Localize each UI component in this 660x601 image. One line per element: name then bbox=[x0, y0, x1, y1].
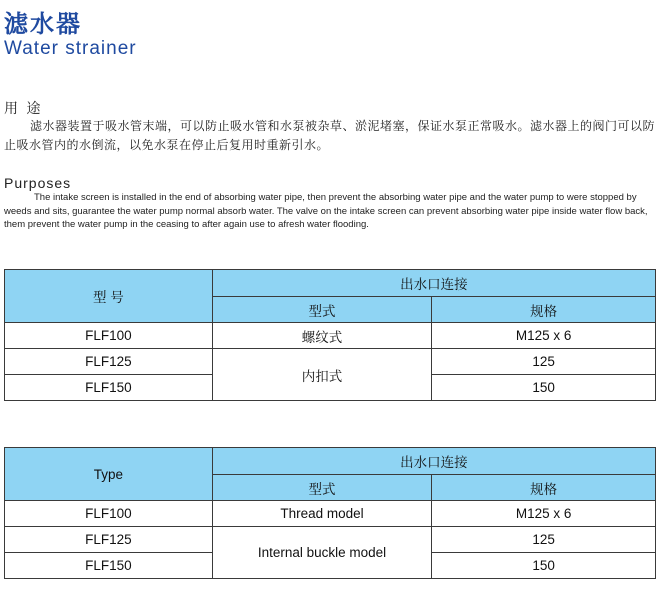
cell-model: FLF125 bbox=[5, 349, 213, 375]
cell-spec: 125 bbox=[432, 349, 656, 375]
cell-model: FLF100 bbox=[5, 501, 213, 527]
spec-table-cn bbox=[4, 269, 656, 401]
usage-text-cn: 滤水器装置于吸水管末端，可以防止吸水管和水泵被杂草、淤泥堵塞，保证水泵正常吸水。滤水器上的阀门可以防止吸水管内的水倒流，以免水泵在停止后复用时重新引水。 bbox=[4, 119, 656, 152]
header-type: 型式 bbox=[212, 475, 432, 501]
header-outlet: 出水口连接 bbox=[212, 448, 655, 475]
cell-spec: 150 bbox=[432, 375, 656, 401]
cell-type: 内扣式 bbox=[212, 349, 432, 401]
cell-model: FLF125 bbox=[5, 527, 213, 553]
cell-model: FLF100 bbox=[5, 323, 213, 349]
cell-model: FLF150 bbox=[5, 375, 213, 401]
cell-spec: 125 bbox=[432, 527, 656, 553]
spec-table-en bbox=[4, 447, 656, 579]
cell-type: Internal buckle model bbox=[212, 527, 432, 579]
cell-type: 螺纹式 bbox=[212, 323, 432, 349]
usage-heading-cn: 用 途 bbox=[4, 101, 43, 117]
cell-spec: M125 x 6 bbox=[432, 323, 656, 349]
purposes-text: The intake screen is installed in the end of absorbing water pipe, then prevent the absorbing water pipe and the water pump to were stopped by weeds and sits, guarantee the water pump normal absorb water. The valve on the intake screen can prevent absorbing water pipe inside water flow back, them prevent the water pump in the ceasing to after again use to afresh water flooding. bbox=[4, 192, 648, 230]
table-row bbox=[5, 323, 656, 349]
purposes-heading: Purposes bbox=[4, 175, 72, 191]
page-title-cn: 滤水器 bbox=[4, 10, 82, 38]
table-row bbox=[5, 501, 656, 527]
header-spec: 规格 bbox=[432, 475, 656, 501]
table-row bbox=[5, 527, 656, 553]
cell-model: FLF150 bbox=[5, 553, 213, 579]
header-type: 型式 bbox=[212, 297, 432, 323]
page-title-en: Water strainer bbox=[4, 38, 137, 59]
header-outlet: 出水口连接 bbox=[212, 270, 655, 297]
header-model: Type bbox=[5, 448, 213, 501]
table-row bbox=[5, 349, 656, 375]
cell-spec: 150 bbox=[432, 553, 656, 579]
cell-type: Thread model bbox=[212, 501, 432, 527]
header-model: 型 号 bbox=[5, 270, 213, 323]
cell-spec: M125 x 6 bbox=[432, 501, 656, 527]
header-spec: 规格 bbox=[432, 297, 656, 323]
